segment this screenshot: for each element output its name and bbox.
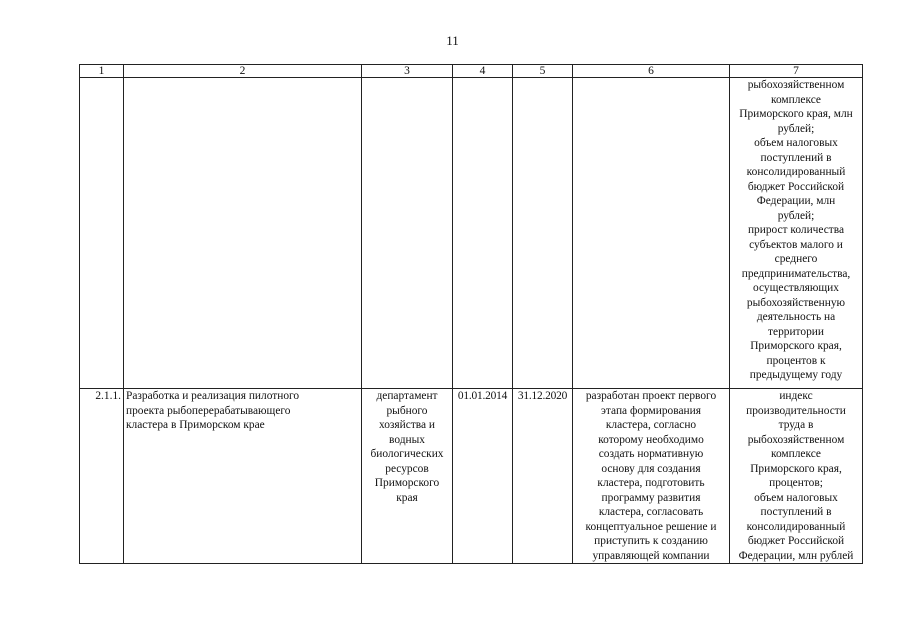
row1-executor-cell <box>362 78 453 389</box>
row1-indicator-line: Приморского края, <box>750 340 842 352</box>
row2-indicator-line: Приморского края, <box>750 462 842 475</box>
row1-indicator-line: прирост количества <box>747 224 845 236</box>
row2-result-line: кластера, подготовить <box>597 477 705 489</box>
row1-indicator-line: комплексе <box>771 93 821 106</box>
row1-indicator-line: Федерации, млн <box>756 195 836 207</box>
row1-indicator-line: рублей; <box>777 122 815 135</box>
table-row-2-1-1 <box>80 389 863 564</box>
row2-measure-line: кластера в Приморском крае <box>126 419 265 431</box>
row2-result-line: кластера, согласовать <box>598 506 704 518</box>
row2-executor-line: департамент <box>376 390 438 402</box>
row1-indicator-line: территории <box>768 325 824 338</box>
row1-indicator-line: субъектов малого и <box>749 238 843 251</box>
row2-result-line: концептуальное решение и <box>585 520 717 533</box>
row2-result-cell <box>573 389 730 564</box>
row2-start-date-cell: 01.01.2014 <box>453 389 513 564</box>
row2-indicator-line: рыбохозяйственном <box>747 433 845 446</box>
row2-indicator-line: бюджет Российской <box>747 535 845 547</box>
row2-executor-line: ресурсов <box>385 462 429 475</box>
row2-executor-line: биологических <box>370 448 444 460</box>
row2-result-line: приступить к созданию <box>594 535 708 547</box>
row2-number-cell: 2.1.1. <box>80 389 124 564</box>
row1-indicator-line: Приморского края, млн <box>739 108 853 120</box>
row2-executor-line: хозяйства и <box>378 419 436 431</box>
row2-indicator-line: Федерации, млн рублей <box>738 549 854 562</box>
row2-result-line: которому необходимо <box>598 433 704 446</box>
row2-executor-line: Приморского <box>374 477 440 489</box>
header-col-1: 1 <box>80 65 124 78</box>
header-col-2: 2 <box>124 65 362 78</box>
row1-indicator-line: рублей; <box>777 209 815 222</box>
row2-indicator-line: производительности <box>746 404 846 417</box>
row2-executor-line: водных <box>389 433 425 446</box>
row1-result-cell <box>573 78 730 389</box>
row2-result-line: разработан проект первого <box>585 390 717 402</box>
row1-number-cell <box>80 78 124 389</box>
row2-indicator-line: комплексе <box>771 448 821 460</box>
row2-measure-line: Разработка и реализация пилотного <box>126 390 300 402</box>
header-col-7: 7 <box>730 65 863 78</box>
row2-indicator-line: объем налоговых <box>754 491 838 504</box>
row1-measure-cell <box>124 78 362 389</box>
row2-indicator-line: труда в <box>778 419 814 431</box>
row1-start-date-cell <box>453 78 513 389</box>
row2-result-line: создать нормативную <box>598 448 704 460</box>
row1-indicator-line: осуществляющих <box>753 282 839 294</box>
row1-end-date-cell <box>513 78 573 389</box>
row1-indicator-line: бюджет Российской <box>747 180 845 193</box>
row2-indicator-line: индекс <box>779 390 813 402</box>
header-col-3: 3 <box>362 65 453 78</box>
row2-indicator-line: процентов; <box>769 477 823 489</box>
row2-result-line: основу для создания <box>601 462 701 475</box>
row1-indicator-line: рыбохозяйственную <box>746 296 846 309</box>
header-row <box>80 65 863 78</box>
row2-result-line: управляющей компании <box>592 549 710 562</box>
row1-indicator-line: рыбохозяйственном <box>747 79 845 91</box>
row1-indicator-line: консолидированный <box>746 166 846 178</box>
row2-measure-line: проекта рыбоперерабатывающего <box>126 404 291 417</box>
row2-result-line: кластера, согласно <box>605 419 697 431</box>
row1-indicator-line: процентов к <box>766 354 826 367</box>
row1-indicator-line: объем налоговых <box>754 137 838 149</box>
row1-indicator-line: предпринимательства, <box>741 267 851 280</box>
row1-indicator-line: предыдущему году <box>749 369 843 381</box>
row2-indicator-line: консолидированный <box>746 520 846 533</box>
header-col-6: 6 <box>573 65 730 78</box>
row1-indicators-cell <box>730 78 863 389</box>
row2-executor-cell <box>362 389 453 564</box>
table-row-continuation <box>80 78 863 389</box>
header-col-4: 4 <box>453 65 513 78</box>
header-col-5: 5 <box>513 65 573 78</box>
row2-executor-line: рыбного <box>386 404 428 417</box>
row2-measure-cell <box>124 389 362 564</box>
row2-result-line: этапа формирования <box>601 404 701 417</box>
row2-indicator-line: поступлений в <box>760 506 832 518</box>
row1-indicator-line: среднего <box>774 253 818 265</box>
program-table <box>79 64 863 564</box>
row1-indicator-line: поступлений в <box>760 151 832 164</box>
row2-executor-line: края <box>396 491 418 504</box>
row2-result-line: программу развития <box>601 491 701 504</box>
page-number: 11 <box>446 33 459 48</box>
row2-indicators-cell <box>730 389 863 564</box>
row1-indicator-line: деятельность на <box>756 311 836 323</box>
row2-end-date-cell: 31.12.2020 <box>513 389 573 564</box>
